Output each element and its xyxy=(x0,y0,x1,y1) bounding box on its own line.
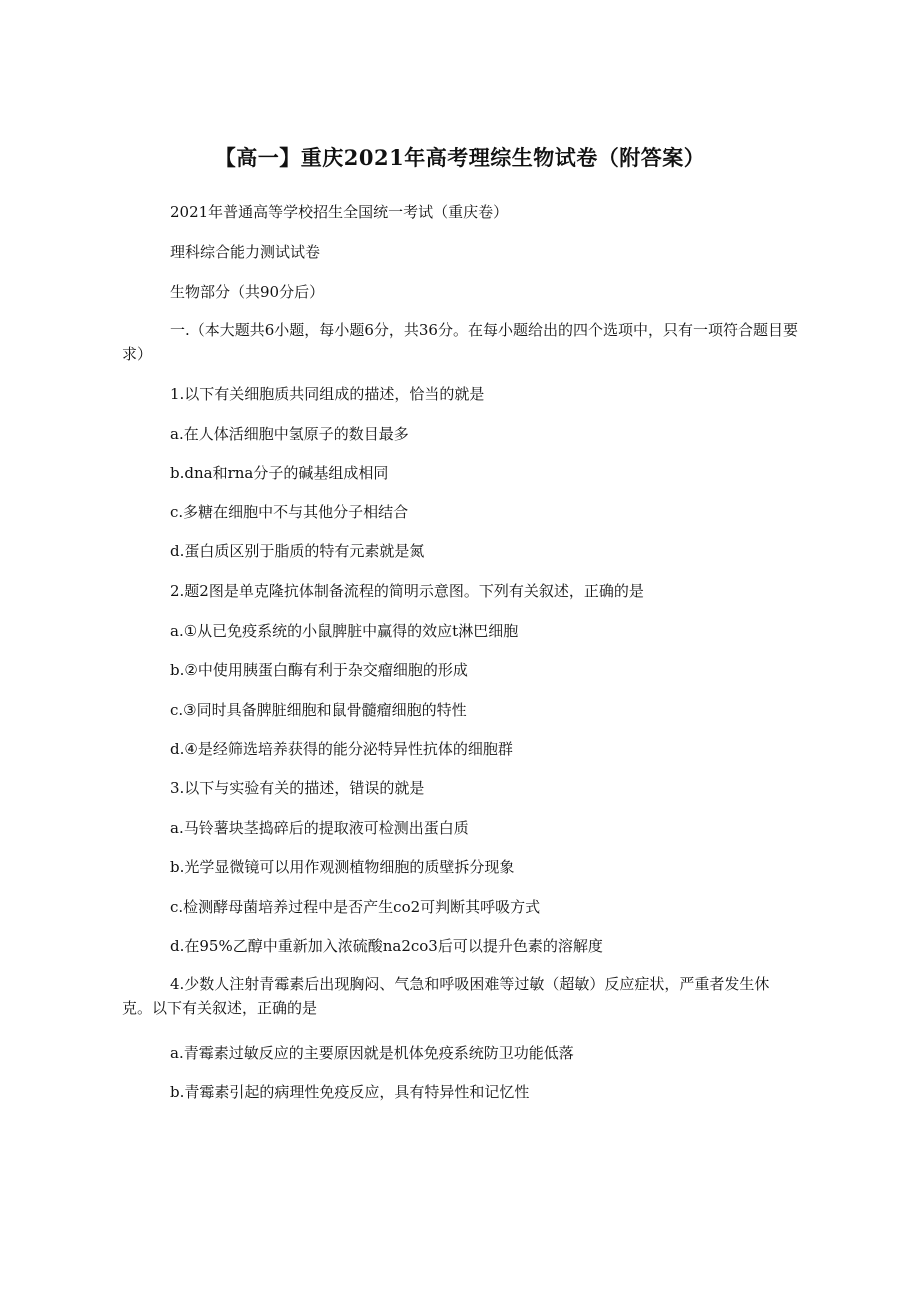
question-1-option-a: a.在人体活细胞中氢原子的数目最多 xyxy=(170,425,409,443)
question-2-option-d: d.④是经筛选培养获得的能分泌特异性抗体的细胞群 xyxy=(170,740,513,758)
question-4-option-a: a.青霉素过敏反应的主要原因就是机体免疫系统防卫功能低落 xyxy=(170,1044,574,1062)
instructions-paragraph: 一.（本大题共6小题，每小题6分，共36分。在每小题给出的四个选项中，只有一项符合题目要求） xyxy=(122,321,798,363)
paper-name: 理科综合能力测试试卷 xyxy=(170,243,321,261)
question-4-option-b: b.青霉素引起的病理性免疫反应，具有特异性和记忆性 xyxy=(170,1083,530,1101)
question-4-stem: 4.少数人注射青霉素后出现胸闷、气急和呼吸困难等过敏（超敏）反应症状，严重者发生休克。以下有关叙述，正确的是 xyxy=(122,975,770,1017)
question-3-option-b: b.光学显微镜可以用作观测植物细胞的质壁拆分现象 xyxy=(170,858,515,876)
exam-name: 2021年普通高等学校招生全国统一考试（重庆卷） xyxy=(170,203,509,221)
question-3-option-a: a.马铃薯块茎捣碎后的提取液可检测出蛋白质 xyxy=(170,819,469,837)
question-1-option-b: b.dna和rna分子的碱基组成相同 xyxy=(170,464,389,482)
question-3-option-c: c.检测酵母菌培养过程中是否产生co2可判断其呼吸方式 xyxy=(170,898,541,916)
question-2-stem: 2.题2图是单克隆抗体制备流程的简明示意图。下列有关叙述，正确的是 xyxy=(170,582,644,600)
question-2-option-c: c.③同时具备脾脏细胞和鼠骨髓瘤细胞的特性 xyxy=(170,701,467,719)
question-1-stem: 1.以下有关细胞质共同组成的描述，恰当的就是 xyxy=(170,385,485,403)
question-3-stem: 3.以下与实验有关的描述，错误的就是 xyxy=(170,779,425,797)
question-2-option-b: b.②中使用胰蛋白酶有利于杂交瘤细胞的形成 xyxy=(170,661,468,679)
section-name: 生物部分（共90分后） xyxy=(170,283,325,301)
question-1-option-d: d.蛋白质区别于脂质的特有元素就是氮 xyxy=(170,542,425,560)
question-3-option-d: d.在95%乙醇中重新加入浓硫酸na2co3后可以提升色素的溶解度 xyxy=(170,937,603,955)
question-2-option-a: a.①从已免疫系统的小鼠脾脏中赢得的效应t淋巴细胞 xyxy=(170,622,519,640)
document-title: 【高一】重庆2021年高考理综生物试卷（附答案） xyxy=(214,145,706,170)
question-1-option-c: c.多糖在细胞中不与其他分子相结合 xyxy=(170,503,409,521)
